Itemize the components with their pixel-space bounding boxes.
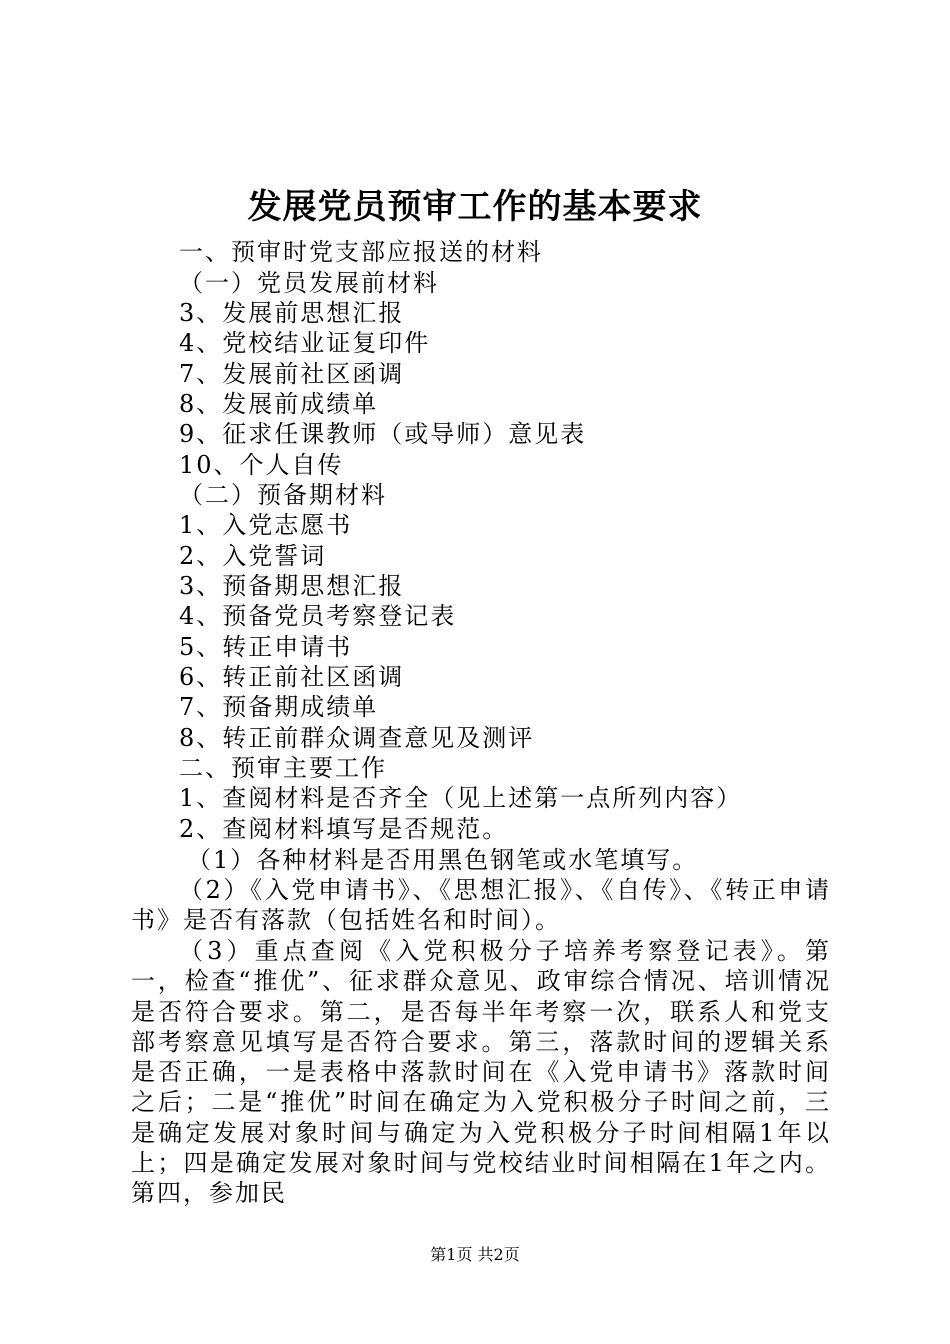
list-item: 2、查阅材料填写是否规范。 bbox=[179, 815, 509, 843]
list-item: 4、党校结业证复印件 bbox=[179, 329, 431, 357]
list-item: 8、发展前成绩单 bbox=[179, 390, 379, 418]
list-item: 9、征求任课教师（或导师）意见表 bbox=[179, 420, 587, 448]
subsection-heading-2: （二）预备期材料 bbox=[179, 481, 387, 509]
list-item: 1、入党志愿书 bbox=[179, 511, 353, 539]
list-item: 3、发展前思想汇报 bbox=[179, 299, 405, 327]
document-title: 发展党员预审工作的基本要求 bbox=[247, 187, 703, 227]
list-item: 7、发展前社区函调 bbox=[179, 360, 405, 388]
list-item: 6、转正前社区函调 bbox=[179, 663, 405, 691]
list-item: 10、个人自传 bbox=[179, 451, 344, 479]
list-item: 2、入党誓词 bbox=[179, 542, 327, 570]
list-item: （1）各种材料是否用黑色钢笔或水笔填写。 bbox=[187, 846, 699, 874]
body-paragraph-2: （2）《入党申请书》、《思想汇报》、《自传》、《转正申请书》是否有落款（包括姓名和时间）。 bbox=[131, 876, 831, 935]
subsection-heading-1: （一）党员发展前材料 bbox=[179, 269, 439, 297]
section-heading-2: 二、预审主要工作 bbox=[179, 754, 387, 782]
page-footer: 第1页 共2页 bbox=[430, 1245, 520, 1264]
list-item: 3、预备期思想汇报 bbox=[179, 572, 405, 600]
section-heading-1: 一、预审时党支部应报送的材料 bbox=[179, 238, 543, 266]
body-paragraph-3: （3）重点查阅《入党积极分子培养考察登记表》。第一，检查“推优”、征求群众意见、政审综合情况、培训情况是否符合要求。第二，是否每半年考察一次，联系人和党支部考察意见填写是否符合要求。第三，落款时间的逻辑关系是否正确，一是表格中落款时间在《入党申请书》落款时间之后；二是“推优”时间在确定为入党积极分子时间之前，三是确定发展对象时间与确定为入党积极分子时间相隔1年以上；四是确定发展对象时间与党校结业时间相隔在1年之内。第四，参加民 bbox=[131, 937, 831, 1208]
list-item: 7、预备期成绩单 bbox=[179, 693, 379, 721]
list-item: 5、转正申请书 bbox=[179, 633, 353, 661]
list-item: 1、查阅材料是否齐全（见上述第一点所列内容） bbox=[179, 784, 743, 812]
list-item: 8、转正前群众调查意见及测评 bbox=[179, 724, 535, 752]
list-item: 4、预备党员考察登记表 bbox=[179, 602, 457, 630]
